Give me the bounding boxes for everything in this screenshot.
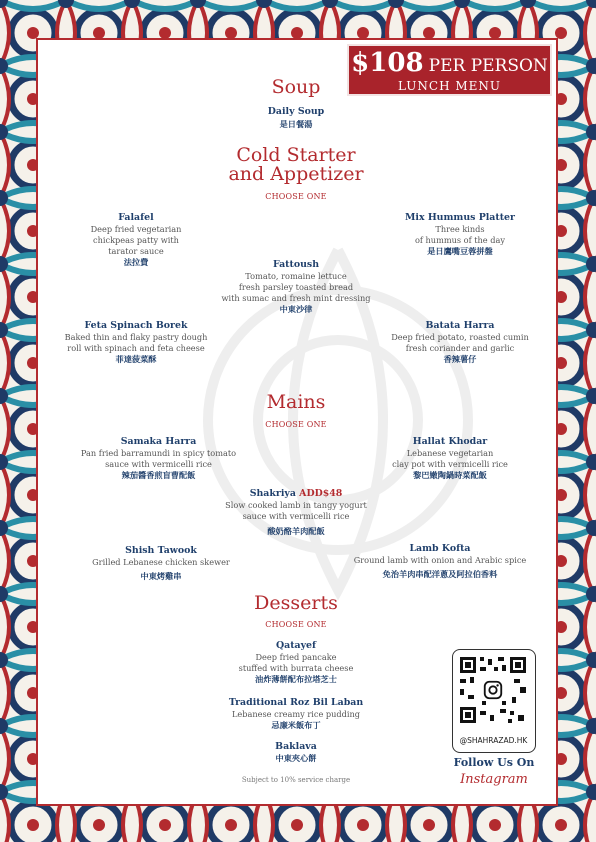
fattoush-desc-2: fresh parsley toasted bread	[238, 282, 354, 292]
borek-chinese: 菲達菠菜酥	[115, 354, 157, 364]
borek-name: Feta Spinach Borek	[84, 320, 188, 331]
batata-name: Batata Harra	[425, 320, 495, 331]
shish-name: Shish Tawook	[125, 545, 197, 556]
qatayef-chinese: 油炸薄餅配布拉塔芝士	[255, 674, 337, 684]
hallat-chinese: 黎巴嫩陶鍋時菜配飯	[413, 470, 487, 480]
roz-name: Traditional Roz Bil Laban	[228, 697, 364, 708]
hallat-desc-1: Lebanese vegetarian	[406, 448, 494, 458]
starters-heading-line1: Cold Starter	[236, 144, 356, 166]
kofta-item	[330, 543, 550, 580]
batata-desc-2: fresh coriander and garlic	[405, 343, 515, 353]
samaka-desc-2: sauce with vermicelli rice	[105, 459, 212, 469]
mains-choose-one: CHOOSE ONE	[265, 420, 327, 429]
roz-item	[176, 697, 416, 731]
starters-heading-line2: and Appetizer	[228, 163, 364, 185]
kofta-desc-1: Ground lamb with onion and Arabic spice	[353, 555, 527, 565]
roz-chinese: 忌廉米飯布丁	[271, 720, 321, 730]
service-charge-note: Subject to 10% service charge	[241, 776, 351, 784]
fattoush-desc-1: Tomato, romaine lettuce	[245, 271, 347, 281]
follow-us-label: Follow Us On	[453, 756, 535, 769]
falafel-desc-2: chickpeas patty with	[93, 235, 179, 245]
shakriya-addon-price: ADD$48	[299, 488, 343, 499]
qatayef-item	[176, 640, 416, 685]
mains-heading: Mains	[266, 391, 326, 413]
hallat-desc-2: clay pot with vermicelli rice	[392, 459, 508, 469]
hummus-chinese: 是日鷹嘴豆蓉拼盤	[427, 246, 493, 256]
shakriya-chinese: 酸奶酪羊肉配飯	[267, 526, 325, 536]
instagram-label[interactable]: Instagram	[460, 772, 528, 787]
shakriya-name: Shakriya	[249, 488, 296, 499]
fattoush-chinese: 中東沙律	[279, 304, 313, 314]
falafel-name: Falafel	[118, 212, 154, 223]
kofta-chinese: 免治羊肉串配洋蔥及阿拉伯香料	[382, 569, 498, 579]
hallat-name: Hallat Khodar	[412, 436, 488, 447]
instagram-qr-card[interactable]	[452, 649, 536, 753]
kofta-name: Lamb Kofta	[409, 543, 471, 554]
samaka-item	[46, 436, 271, 481]
hummus-name: Mix Hummus Platter	[405, 212, 515, 223]
roz-desc-1: Lebanese creamy rice pudding	[231, 709, 361, 719]
batata-chinese: 香辣薯仔	[443, 354, 477, 364]
borek-item	[46, 320, 226, 365]
shakriya-title	[176, 488, 416, 500]
hallat-item	[350, 436, 550, 481]
falafel-desc-1: Deep fried vegetarian	[90, 224, 182, 234]
shish-chinese: 中東烤雞串	[140, 571, 182, 581]
borek-desc-1: Baked thin and flaky pastry dough	[64, 332, 208, 342]
qatayef-desc-1: Deep fried pancake	[255, 652, 337, 662]
qatayef-name: Qatayef	[275, 640, 317, 651]
soup-item-chinese: 是日餐湯	[279, 119, 313, 129]
starters-choose-one: CHOOSE ONE	[265, 192, 327, 201]
hummus-item	[370, 212, 550, 257]
shakriya-desc-1: Slow cooked lamb in tangy yogurt	[225, 500, 367, 510]
fattoush-desc-3: with sumac and fresh mint dressing	[221, 293, 371, 303]
falafel-desc-3: tarator sauce	[108, 246, 164, 256]
price-value: $108	[351, 48, 424, 78]
price-per-person: PER PERSON	[428, 56, 548, 76]
baklava-name: Baklava	[275, 741, 317, 752]
shish-desc-1: Grilled Lebanese chicken skewer	[92, 557, 230, 567]
desserts-heading: Desserts	[254, 592, 338, 614]
shakriya-desc-2: sauce with vermicelli rice	[242, 511, 350, 521]
instagram-handle: @SHAHRAZAD.HK	[459, 736, 528, 745]
hummus-desc-1: Three kinds	[435, 224, 485, 234]
borek-desc-2: roll with spinach and feta cheese	[67, 343, 205, 353]
fattoush-item	[196, 259, 396, 315]
samaka-desc-1: Pan fried barramundi in spicy tomato	[80, 448, 237, 458]
soup-item-name: Daily Soup	[267, 106, 325, 117]
samaka-name: Samaka Harra	[120, 436, 197, 447]
baklava-chinese: 中東夾心餅	[275, 753, 317, 763]
soup-heading: Soup	[271, 76, 321, 98]
shish-item	[66, 545, 256, 582]
shakriya-item	[176, 488, 416, 537]
baklava-item	[196, 741, 396, 764]
price-subtitle: LUNCH MENU	[397, 79, 502, 93]
qatayef-desc-2: stuffed with burrata cheese	[238, 663, 354, 673]
desserts-choose-one: CHOOSE ONE	[265, 620, 327, 629]
fattoush-name: Fattoush	[272, 259, 320, 270]
hummus-desc-2: of hummus of the day	[414, 235, 506, 245]
batata-desc-1: Deep fried potato, roasted cumin	[391, 332, 529, 342]
instagram-icon	[482, 679, 504, 701]
samaka-chinese: 辣茄醬香煎盲曹配飯	[121, 470, 196, 480]
falafel-chinese: 法拉費	[123, 257, 149, 267]
batata-item	[370, 320, 550, 365]
